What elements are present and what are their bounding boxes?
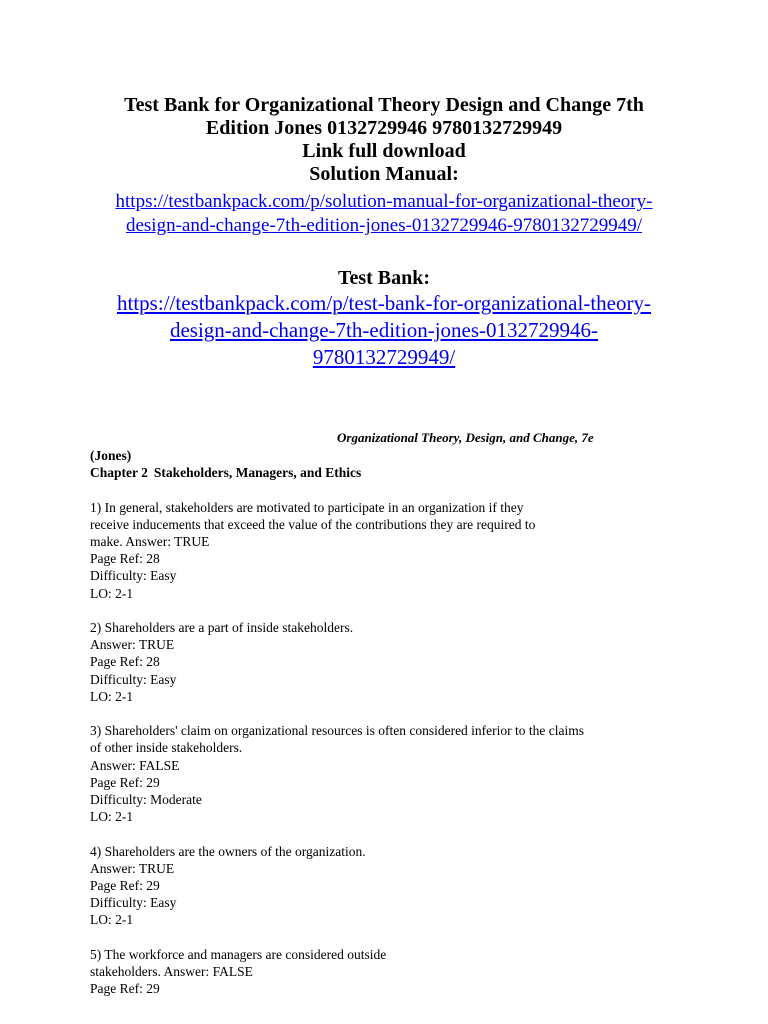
question-item <box>90 619 710 705</box>
question-answer: stakeholders. Answer: FALSE <box>90 964 253 980</box>
question-item <box>90 722 710 825</box>
title-line: Edition Jones 0132729946 9780132729949 <box>205 117 563 139</box>
download-label: Link full download <box>302 140 466 162</box>
page-ref: Page Ref: 29 <box>90 774 160 790</box>
difficulty: Difficulty: Easy <box>90 671 177 687</box>
test-bank-link[interactable] <box>40 290 728 371</box>
link-text: https://testbankpack.com/p/test-bank-for-organizational-theory- <box>117 291 651 315</box>
question-text: 5) The workforce and managers are considered outside <box>90 946 387 962</box>
question-text: 3) Shareholders' claim on organizational resources is often considered inferior to the claims <box>90 723 585 739</box>
question-text: of other inside stakeholders. <box>90 740 243 756</box>
title-line: Test Bank for Organizational Theory Design and Change 7th <box>124 94 644 116</box>
page-ref: Page Ref: 29 <box>90 878 160 894</box>
link-text: design-and-change-7th-edition-jones-0132729946-9780132729949/ <box>125 215 643 236</box>
link-text: https://testbankpack.com/p/solution-manual-for-organizational-theory- <box>115 191 653 212</box>
question-answer: Answer: FALSE <box>90 757 180 773</box>
question-answer: make. Answer: TRUE <box>90 534 210 549</box>
solution-manual-link[interactable] <box>40 190 728 238</box>
question-text: 2) Shareholders are a part of inside stakeholders. <box>90 620 354 635</box>
question-text: 4) Shareholders are the owners of the organization. <box>90 843 366 859</box>
question-item <box>90 946 710 998</box>
link-text: design-and-change-7th-edition-jones-0132729946- <box>169 318 599 342</box>
learning-objective: LO: 2-1 <box>90 809 134 825</box>
chapter-title: Stakeholders, Managers, and Ethics <box>153 465 362 481</box>
difficulty: Difficulty: Easy <box>90 895 177 911</box>
page-ref: Page Ref: 28 <box>90 551 160 567</box>
chapter-heading <box>90 464 710 481</box>
question-item <box>90 843 710 929</box>
question-text: 1) In general, stakeholders are motivated to participate in an organization if they <box>90 499 524 515</box>
learning-objective: LO: 2-1 <box>90 688 134 704</box>
page-ref: Page Ref: 29 <box>90 981 160 997</box>
page-ref: Page Ref: 28 <box>90 654 160 670</box>
learning-objective: LO: 2-1 <box>90 585 134 601</box>
question-text: receive inducements that exceed the value of the contributions they are required to <box>90 516 536 532</box>
learning-objective: LO: 2-1 <box>90 912 134 928</box>
solution-manual-label: Solution Manual: <box>309 163 459 185</box>
chapter-label: Chapter 2 <box>90 465 148 481</box>
link-text: 9780132729949/ <box>312 345 456 369</box>
difficulty: Difficulty: Easy <box>90 568 177 584</box>
question-answer: Answer: TRUE <box>90 860 175 876</box>
document-header <box>40 94 728 186</box>
question-item <box>90 499 710 602</box>
test-bank-label: Test Bank: <box>337 267 431 289</box>
book-title: Organizational Theory, Design, and Change, 7e <box>337 430 594 445</box>
question-answer: Answer: TRUE <box>90 637 175 653</box>
author: (Jones) <box>90 448 132 463</box>
question-body <box>90 447 710 997</box>
difficulty: Difficulty: Moderate <box>90 792 202 808</box>
